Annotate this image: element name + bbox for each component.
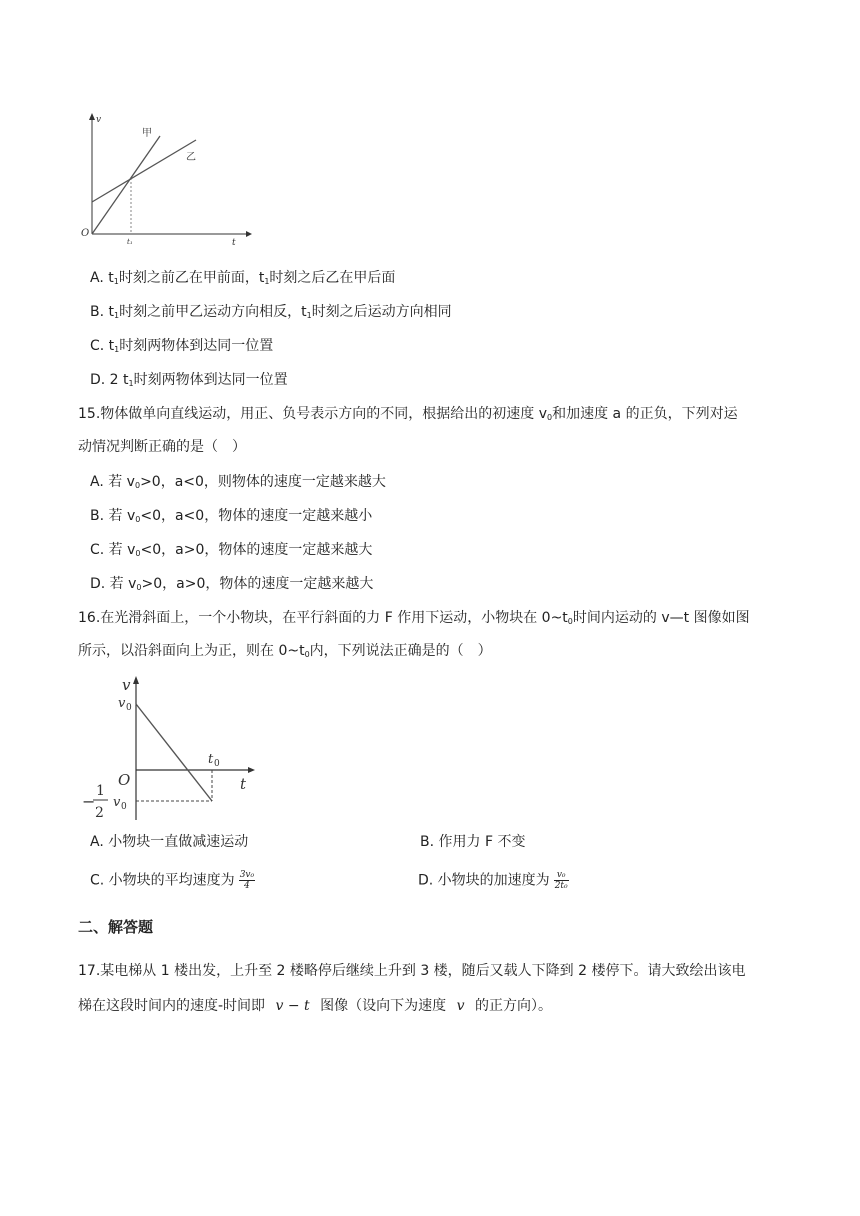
- svg-text:t: t: [208, 752, 214, 767]
- q14-option-b[interactable]: B. $t_1$时刻之前甲乙运动方向相反，$t_1$时刻之后运动方向相同: [90, 304, 452, 320]
- q16-stem-line1: 16.在光滑斜面上，一个小物块，在平行斜面的力 F 作用下运动，小物块在 $0\sim t_0$时间内运动的 v—t 图像如图: [78, 610, 750, 626]
- q15-option-c[interactable]: C. 若 $v_0<0$，a>0，物体的速度一定越来越大: [90, 542, 373, 558]
- q16-option-b[interactable]: B. 作用力 F 不变: [420, 834, 526, 850]
- axis-v-label: v: [96, 115, 102, 125]
- label-jia: 甲: [142, 128, 152, 139]
- q16-stem-line2: 所示，以沿斜面向上为正，则在 $0\sim t_0$内，下列说法正确是的（ ）: [78, 643, 492, 659]
- svg-text:−: −: [82, 792, 96, 811]
- svg-text:1: 1: [96, 783, 105, 799]
- t0-label: [208, 752, 220, 769]
- fraction-3v0-over-4: $\frac{\text{3v₀}}{4}$: [239, 870, 255, 891]
- q15-stem-line1: 15.物体做单向直线运动，用正、负号表示方向的不同，根据给出的初速度 $v_0$和加速度 a 的正负，下列对运: [78, 406, 738, 422]
- q14-option-a[interactable]: A. $t_1$时刻之前乙在甲前面，$t_1$时刻之后乙在甲后面: [90, 270, 396, 286]
- tick-t1: t₁: [127, 238, 133, 246]
- svg-text:v: v: [118, 696, 126, 711]
- svg-text:2: 2: [95, 805, 104, 821]
- q15-stem-line2: 动情况判断正确的是（ ）: [78, 439, 246, 455]
- svg-text:v: v: [113, 795, 121, 810]
- q16-option-a[interactable]: A. 小物块一直做减速运动: [90, 834, 249, 850]
- q14-option-c[interactable]: C. $t_1$时刻两物体到达同一位置: [90, 338, 274, 354]
- svg-text:0: 0: [126, 703, 132, 713]
- math-v: v: [456, 998, 465, 1014]
- axis-t-label: t: [240, 775, 247, 793]
- axis-t-label: t: [232, 238, 236, 248]
- q15-option-b[interactable]: B. 若 $v_0<0$，a<0，物体的速度一定越来越小: [90, 508, 373, 524]
- label-yi: 乙: [186, 152, 196, 163]
- q16-option-c[interactable]: C. 小物块的平均速度为 $\frac{\text{3v₀}}{4}$: [90, 870, 255, 891]
- q14-option-d[interactable]: D. 2 $t_1$时刻两物体到达同一位置: [90, 372, 288, 388]
- vt-graph-q16: [80, 672, 260, 824]
- axis-v-label: v: [122, 676, 131, 694]
- svg-text:0: 0: [121, 802, 127, 812]
- line-jia: [92, 136, 160, 234]
- line-yi: [92, 140, 196, 202]
- origin-label: O: [118, 771, 131, 789]
- q15-option-a[interactable]: A. 若 $v_0>0$，a<0，则物体的速度一定越来越大: [90, 474, 386, 490]
- origin-label: O: [81, 228, 90, 239]
- vt-graph-jia-yi: [78, 110, 253, 250]
- q16-option-d[interactable]: D. 小物块的加速度为 $\frac{\text{v₀}}{\text{2t₀}}$: [418, 870, 568, 891]
- math-v-minus-t: v − t: [275, 998, 310, 1014]
- q17-line1: 17.某电梯从 1 楼出发，上升至 2 楼略停后继续上升到 3 楼，随后又载人下降到 2 楼停下。请大致绘出该电: [78, 963, 746, 979]
- svg-text:0: 0: [214, 759, 220, 769]
- v0-label: [118, 696, 132, 713]
- fraction-v0-over-2t0: $\frac{\text{v₀}}{\text{2t₀}}$: [554, 870, 568, 891]
- q17-line2: 梯在这段时间内的速度-时间即 v − t 图像（设向下为速度 v 的正方向）。: [78, 998, 552, 1014]
- section-heading: 二、解答题: [78, 918, 154, 936]
- velocity-line: [136, 704, 212, 801]
- q15-option-d[interactable]: D. 若 $v_0>0$，a>0，物体的速度一定越来越大: [90, 576, 374, 592]
